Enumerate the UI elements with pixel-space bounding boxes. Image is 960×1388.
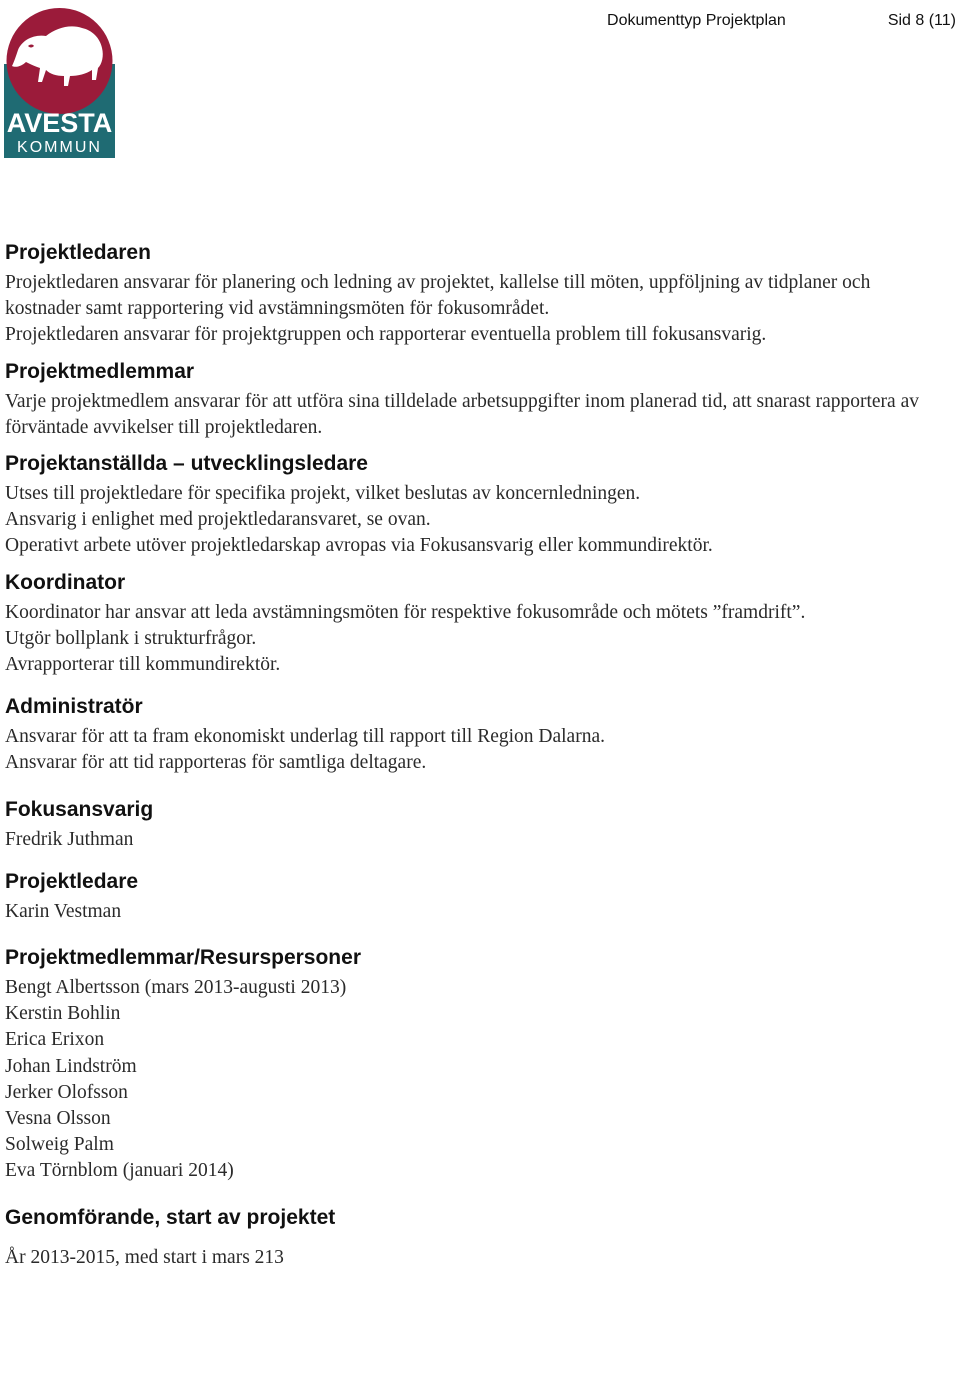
section-heading: Fokusansvarig bbox=[5, 797, 154, 821]
section-heading: Koordinator bbox=[5, 570, 126, 594]
paragraph: Koordinator har ansvar att leda avstämningsmöten för respektive fokusområde och mötets ”framdrift”. bbox=[5, 601, 806, 623]
person-name: Bengt Albertsson (mars 2013-augusti 2013) bbox=[5, 977, 347, 999]
section-fokusansvarig bbox=[5, 797, 935, 853]
section-resurspersoner bbox=[5, 945, 935, 1185]
section-heading: Projektmedlemmar bbox=[5, 359, 195, 383]
person-name: Solweig Palm bbox=[5, 1134, 114, 1156]
person-name: Eva Törnblom (januari 2014) bbox=[5, 1160, 234, 1182]
section-body bbox=[5, 1245, 935, 1271]
section-projektledare bbox=[5, 869, 935, 925]
section-body bbox=[5, 899, 935, 925]
paragraph: Projektledaren ansvarar för projektgruppen och rapporterar eventuella problem till fokusansvarig. bbox=[5, 324, 767, 346]
logo-graphic bbox=[4, 6, 115, 158]
section-heading: Projektmedlemmar/Resurspersoner bbox=[5, 946, 361, 970]
document-type: Dokumenttyp Projektplan bbox=[607, 12, 786, 29]
logo-text-kommun: KOMMUN bbox=[17, 139, 102, 156]
logo-text-avesta: AVESTA bbox=[6, 108, 113, 138]
paragraph: Varje projektmedlem ansvarar för att utföra sina tilldelade arbetsuppgifter inom planerad tid, att snarast rapportera av förväntade avvikelser till projektledaren. bbox=[5, 390, 919, 438]
section-administrator bbox=[5, 694, 935, 776]
section-body bbox=[5, 270, 935, 349]
paragraph: Utses till projektledare för specifika projekt, vilket beslutas av koncernledningen. bbox=[5, 483, 641, 505]
paragraph: Ansvarig i enlighet med projektledaransvaret, se ovan. bbox=[5, 509, 431, 531]
section-projektanstallda bbox=[5, 451, 935, 560]
person-name: Fredrik Juthman bbox=[5, 828, 134, 850]
document-body bbox=[5, 240, 935, 1271]
paragraph: År 2013-2015, med start i mars 213 bbox=[5, 1246, 284, 1268]
section-koordinator bbox=[5, 570, 935, 679]
paragraph: Ansvarar för att tid rapporteras för samtliga deltagare. bbox=[5, 752, 427, 774]
person-name: Erica Erixon bbox=[5, 1029, 105, 1051]
paragraph: Avrapporterar till kommundirektör. bbox=[5, 654, 281, 676]
person-name: Kerstin Bohlin bbox=[5, 1003, 121, 1025]
section-heading: Projektledare bbox=[5, 869, 139, 893]
section-projektmedlemmar bbox=[5, 359, 935, 441]
person-name: Karin Vestman bbox=[5, 900, 122, 922]
section-heading: Projektledaren bbox=[5, 241, 151, 264]
section-genomforande bbox=[5, 1205, 935, 1271]
page-header bbox=[607, 12, 956, 30]
section-body bbox=[5, 600, 935, 679]
paragraph: Ansvarar för att ta fram ekonomiskt underlag till rapport till Region Dalarna. bbox=[5, 726, 605, 748]
page-number: Sid 8 (11) bbox=[887, 12, 956, 29]
paragraph: Utgör bollplank i strukturfrågor. bbox=[5, 627, 257, 649]
section-heading: Administratör bbox=[5, 695, 143, 719]
paragraph: Projektledaren ansvarar för planering och ledning av projektet, kallelse till möten, uppföljning av tidplaner och kostnader samt rapportering vid avstämningsmöten för fokusområdet. bbox=[5, 272, 871, 320]
section-body bbox=[5, 389, 935, 441]
section-body bbox=[5, 481, 935, 560]
section-heading: Projektanställda – utvecklingsledare bbox=[5, 452, 368, 476]
section-body bbox=[5, 724, 935, 776]
person-name: Johan Lindström bbox=[5, 1055, 137, 1077]
section-heading: Genomförande, start av projektet bbox=[5, 1205, 336, 1229]
section-body bbox=[5, 827, 935, 853]
avesta-kommun-logo bbox=[4, 6, 115, 158]
paragraph: Operativt arbete utöver projektledarskap avropas via Fokusansvarig eller kommundirektör. bbox=[5, 535, 713, 557]
person-name: Jerker Olofsson bbox=[5, 1081, 128, 1103]
section-body bbox=[5, 975, 935, 1185]
section-projektledaren bbox=[5, 240, 935, 349]
person-name: Vesna Olsson bbox=[5, 1108, 111, 1130]
